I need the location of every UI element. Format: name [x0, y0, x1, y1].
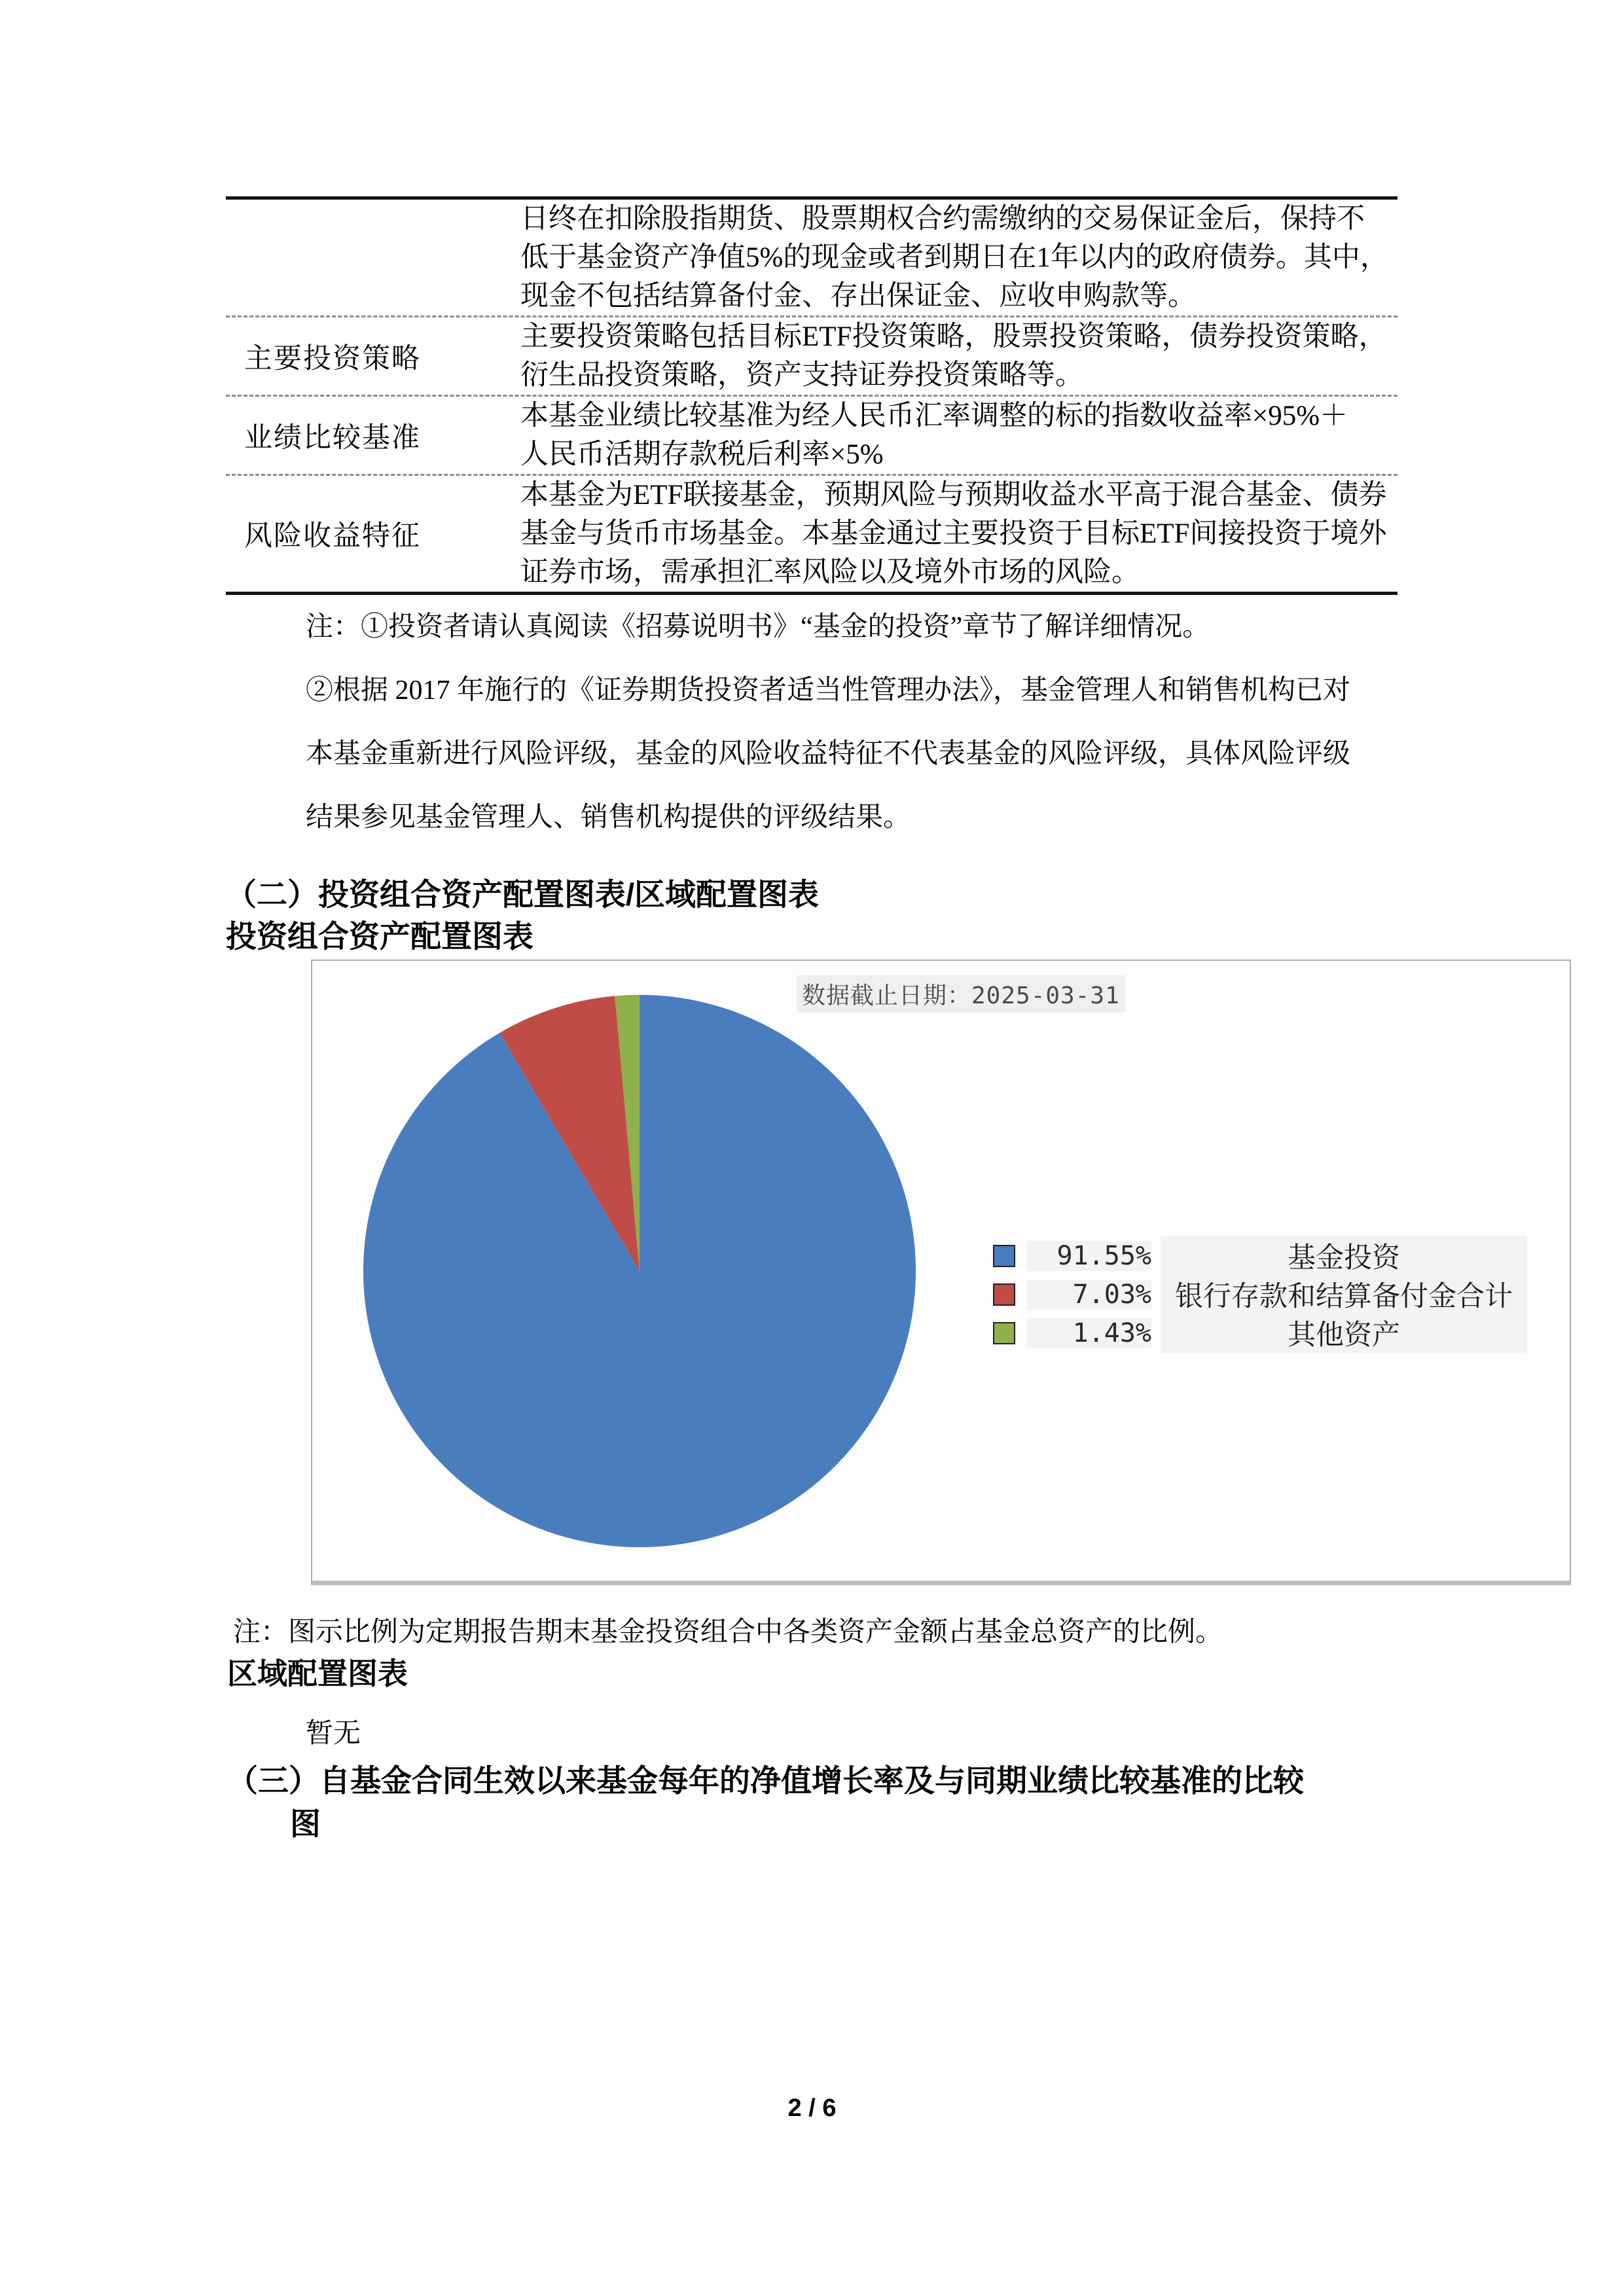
table-content-line: 低于基金资产净值5%的现金或者到期日在1年以内的政府债券。其中，	[520, 242, 1388, 273]
table-content-line: 本基金业绩比较基准为经人民币汇率调整的标的指数收益率×95%＋	[520, 401, 1348, 431]
section-2-title: （二）投资组合资产配置图表/区域配置图表	[226, 877, 820, 912]
table-row-content	[520, 476, 1398, 592]
table-row-label	[226, 200, 520, 315]
page-number: 2 / 6	[787, 2094, 837, 2122]
table-content-line: 日终在扣除股指期货、股票期权合约需缴纳的交易保证金后，保持不	[520, 204, 1365, 234]
region-chart-title: 区域配置图表	[227, 1657, 408, 1691]
legend-value: 91.55%	[1027, 1241, 1151, 1271]
asset-allocation-chart	[311, 960, 1571, 1585]
chart-note: 注：图示比例为定期报告期末基金投资组合中各类资产金额占基金总资产的比例。	[233, 1617, 1223, 1647]
table-row-label: 业绩比较基准	[244, 422, 421, 454]
table-row	[226, 315, 1398, 395]
note-line: ②根据 2017 年施行的《证券期货投资者适当性管理办法》，基金管理人和销售机构已对	[306, 675, 1351, 706]
note-line: 本基金重新进行风险评级，基金的风险收益特征不代表基金的风险评级，具体风险评级	[306, 739, 1351, 769]
legend-label: 银行存款和结算备付金合计	[1161, 1274, 1527, 1314]
note-line: 结果参见基金管理人、销售机构提供的评级结果。	[306, 802, 911, 833]
table-content-line: 衍生品投资策略，资产支持证券投资策略等。	[520, 360, 1083, 391]
pie-legend	[993, 1236, 1527, 1352]
section-3-title-line1: （三）自基金合同生效以来基金每年的净值增长率及与同期业绩比较基准的比较	[227, 1763, 1304, 1798]
legend-label: 其他资产	[1161, 1313, 1527, 1353]
table-notes	[226, 596, 1417, 850]
table-content-line: 现金不包括结算备付金、存出保证金、应收申购款等。	[520, 281, 1196, 312]
legend-row-0	[993, 1236, 1527, 1275]
legend-label: 基金投资	[1161, 1236, 1527, 1276]
legend-row-1	[993, 1275, 1527, 1314]
asset-allocation-chart-title: 投资组合资产配置图表	[226, 919, 533, 954]
legend-value: 1.43%	[1027, 1318, 1151, 1348]
table-content-line: 本基金为ETF联接基金，预期风险与预期收益水平高于混合基金、债券	[520, 480, 1387, 511]
table-row	[226, 474, 1398, 592]
legend-value: 7.03%	[1027, 1280, 1151, 1310]
table-row-label: 风险收益特征	[244, 521, 421, 552]
legend-swatch-icon	[993, 1322, 1015, 1344]
table-content-line: 人民币活期存款税后利率×5%	[520, 439, 884, 470]
table-row-content	[520, 397, 1398, 474]
chart-data-cutoff-date: 数据截止日期：2025-03-31	[797, 975, 1125, 1013]
section-3-title	[227, 1759, 1412, 1846]
table-row-content	[520, 317, 1398, 395]
table-row	[226, 395, 1398, 474]
table-row-content	[520, 200, 1398, 315]
region-chart-empty-text: 暂无	[306, 1719, 361, 1749]
table-content-line: 证券市场，需承担汇率风险以及境外市场的风险。	[520, 557, 1140, 588]
table-row	[226, 200, 1398, 315]
section-3-title-line2: 图	[290, 1806, 321, 1841]
legend-swatch-icon	[993, 1245, 1015, 1267]
table-content-line: 主要投资策略包括目标ETF投资策略，股票投资策略，债券投资策略，	[520, 321, 1387, 352]
pie-chart	[361, 993, 918, 1549]
table-row-label: 主要投资策略	[244, 343, 421, 374]
note-line: 注：①投资者请认真阅读《招募说明书》“基金的投资”章节了解详细情况。	[306, 612, 1210, 642]
fund-info-table	[226, 196, 1398, 595]
legend-row-2	[993, 1314, 1527, 1352]
legend-swatch-icon	[993, 1283, 1015, 1306]
table-content-line: 基金与货币市场基金。本基金通过主要投资于目标ETF间接投资于境外	[520, 518, 1387, 549]
